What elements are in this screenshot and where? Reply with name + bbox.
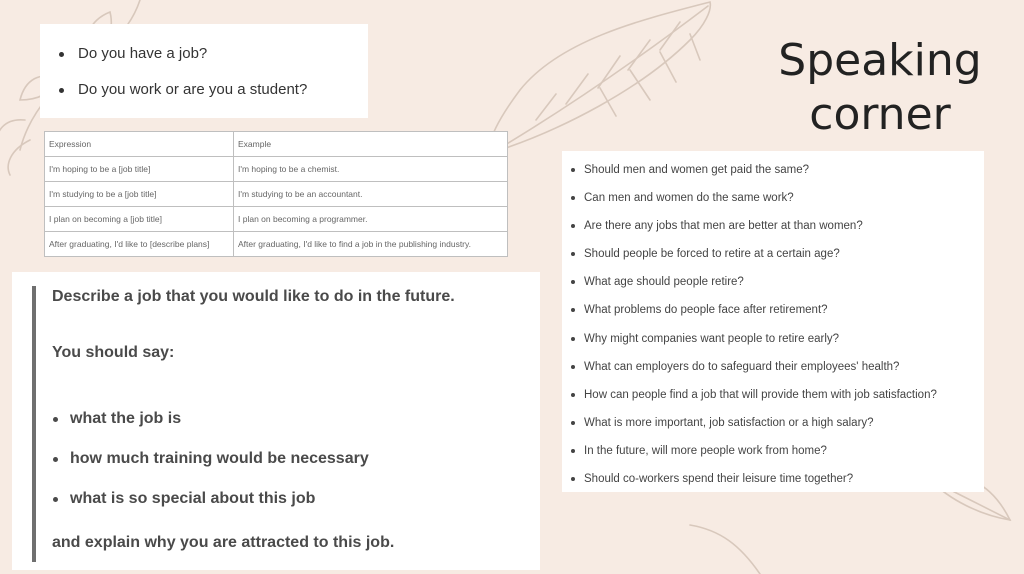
table-row (45, 182, 508, 207)
list-item: What problems do people face after retirement? (584, 296, 984, 324)
discussion-questions-list (562, 151, 984, 493)
list-item: Should people be forced to retire at a certain age? (584, 240, 984, 268)
list-item: Can men and women do the same work? (584, 184, 984, 212)
list-item: Should men and women get paid the same? (584, 156, 984, 184)
table-cell: I plan on becoming a [job title] (45, 207, 234, 232)
list-item: Do you have a job? (78, 36, 368, 72)
list-item: Are there any jobs that men are better at than women? (584, 212, 984, 240)
list-item: What age should people retire? (584, 268, 984, 296)
table-row (45, 232, 508, 257)
list-item: Why might companies want people to retire early? (584, 325, 984, 353)
list-item: In the future, will more people work from home? (584, 437, 984, 465)
discussion-questions-card (562, 151, 984, 492)
table-row (45, 157, 508, 182)
list-item: Do you work or are you a student? (78, 72, 368, 108)
title-line-1: Speaking (778, 35, 982, 86)
list-item: how much training would be necessary (52, 446, 369, 486)
table-cell: After graduating, I'd like to find a job in the publishing industry. (234, 232, 508, 257)
cue-card (12, 272, 540, 570)
page-title (760, 34, 1000, 142)
table-header-row (45, 132, 508, 157)
list-item: what the job is (52, 406, 369, 446)
table-cell: I plan on becoming a programmer. (234, 207, 508, 232)
table-cell: I'm hoping to be a [job title] (45, 157, 234, 182)
list-item: what is so special about this job (52, 486, 369, 526)
intro-questions-list (40, 24, 368, 108)
cue-card-points (52, 406, 369, 526)
table-header: Expression (45, 132, 234, 157)
table-cell: I'm hoping to be a chemist. (234, 157, 508, 182)
intro-questions-card (40, 24, 368, 118)
list-item: What is more important, job satisfaction or a high salary? (584, 409, 984, 437)
cue-card-closing: and explain why you are attracted to this job. (52, 534, 395, 551)
table-cell: I'm studying to be a [job title] (45, 182, 234, 207)
list-item: How can people find a job that will provide them with job satisfaction? (584, 381, 984, 409)
table-cell: I'm studying to be an accountant. (234, 182, 508, 207)
cue-card-prompt: You should say: (52, 344, 175, 361)
cue-card-task: Describe a job that you would like to do in the future. (52, 288, 455, 305)
table-cell: After graduating, I'd like to [describe plans] (45, 232, 234, 257)
expression-table (44, 131, 508, 257)
title-line-2: corner (809, 89, 951, 140)
list-item: Should co-workers spend their leisure time together? (584, 465, 984, 493)
table-row (45, 207, 508, 232)
table-header: Example (234, 132, 508, 157)
list-item: What can employers do to safeguard their employees' health? (584, 353, 984, 381)
quote-bar (32, 286, 36, 562)
